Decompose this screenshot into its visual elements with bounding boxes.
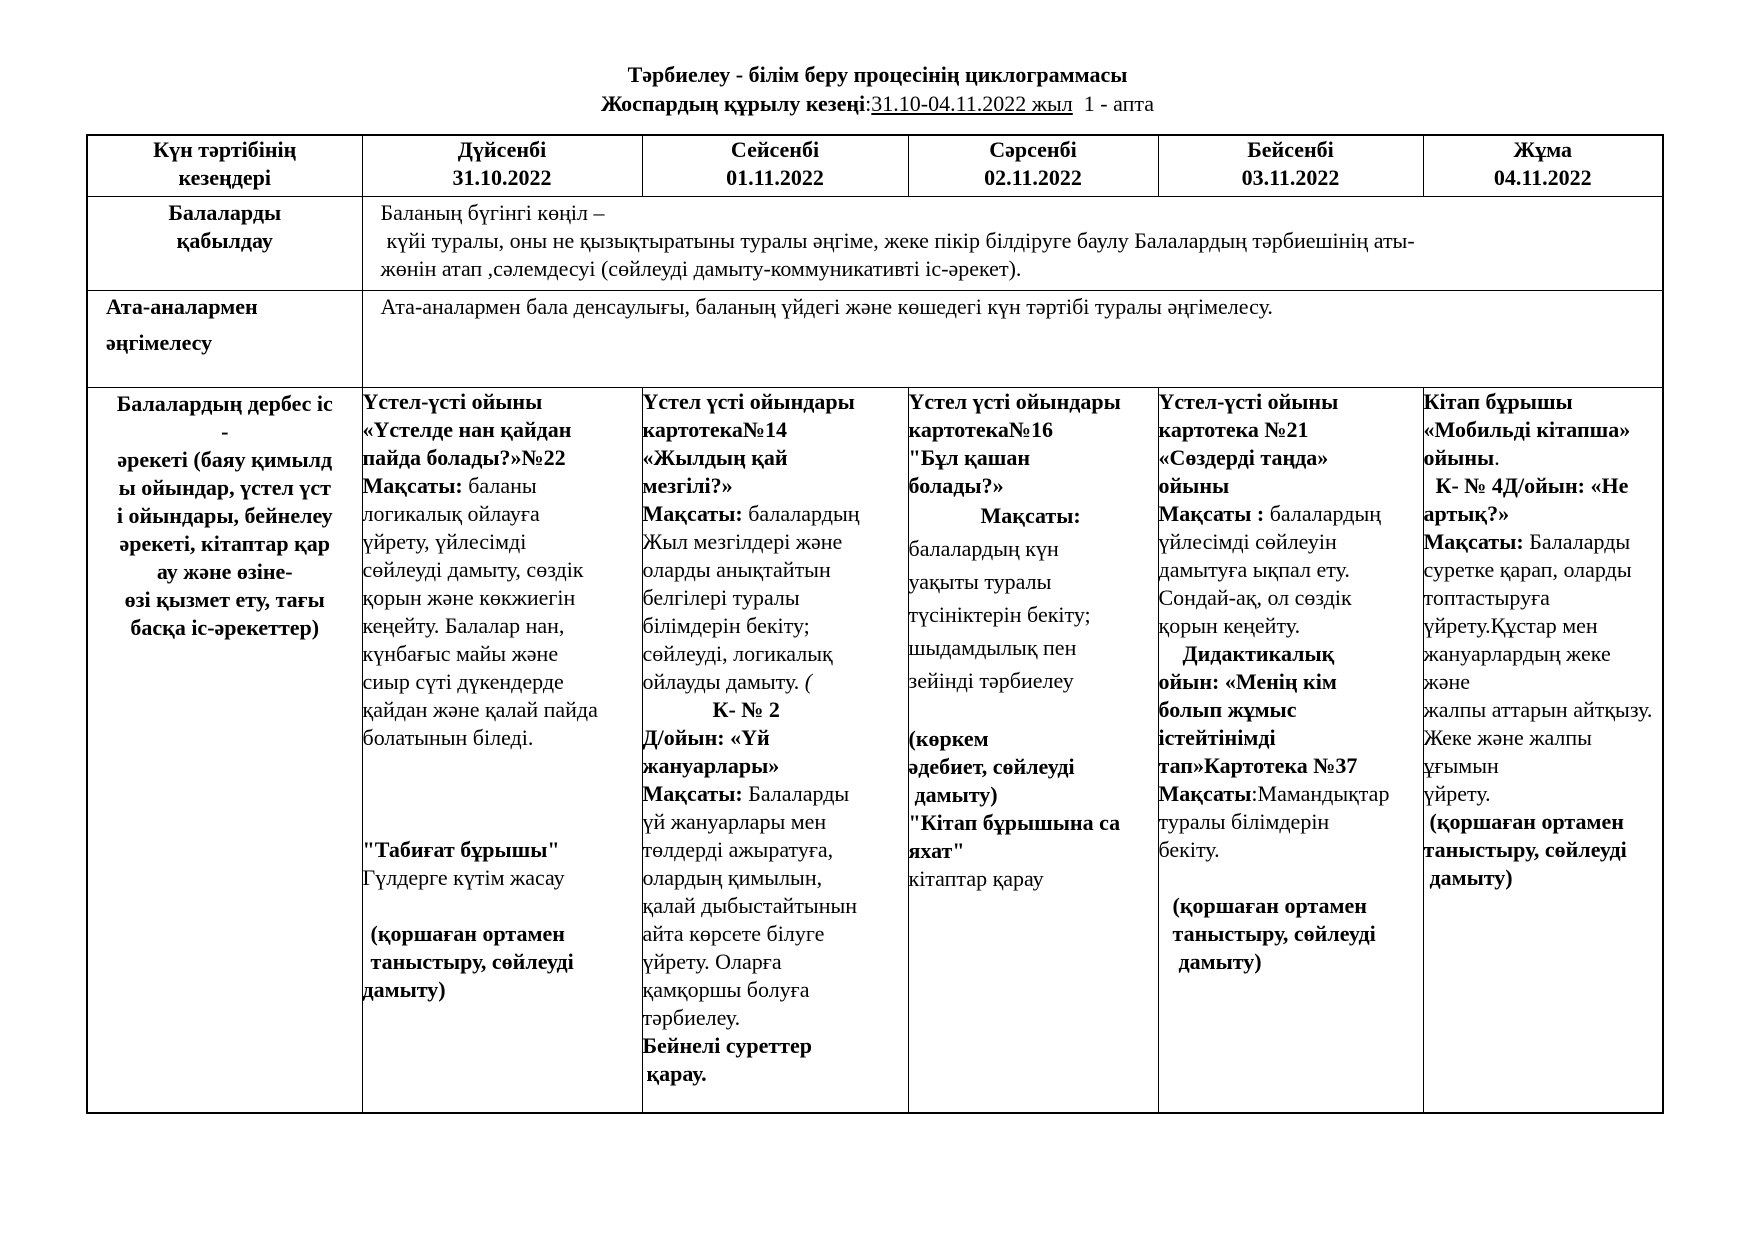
parents-row: [87, 291, 1663, 388]
friday-activities: Кітап бұрышы «Мобильді кітапша» ойыны. К- № 4Д/ойын: «Не артық?» Мақсаты: Балаларды суретке қарап, оларды топтастыруға үйрету.Құстар мен жануарлардың жеке және жалпы аттарын айтқызу. Жеке және жалпы ұғымын үйрету. (қоршаған ортамен таныстыру, сөйлеуді дамыту): [1423, 388, 1663, 1113]
column-header-friday: Жұма 04.11.2022: [1423, 135, 1663, 197]
activity-row: [87, 388, 1663, 1113]
parents-label: Ата-аналармен әңгімелесу: [87, 291, 362, 388]
reception-row: [87, 197, 1663, 291]
cyclogram-table: [86, 134, 1664, 1114]
column-header-wednesday: Сәрсенбі 02.11.2022: [908, 135, 1158, 197]
week-label: 1 - апта: [1083, 91, 1155, 116]
planning-period: Жоспардың құрылу кезеңі:31.10-04.11.2022 жыл 1 - апта: [600, 91, 1155, 116]
column-header-stages: Күн тәртібінің кезеңдері: [87, 135, 362, 197]
thursday-activities: Үстел-үсті ойыны картотека №21 «Сөздерді таңда» ойыны Мақсаты : балалардың үйлесімді сөйлеуін дамытуға ықпал ету. Сондай-ақ, ол сөздік қорын кеңейту. Дидактикалық ойын: «Менің кім болып жұмыс істейтінімді тап»Картотека №37 Мақсаты:Мамандықтар туралы білімдерін бекіту. (қоршаған ортамен таныстыру, сөйлеуді дамыту): [1158, 388, 1423, 1113]
nature-corner-title: "Табиғат бұрышы": [362, 837, 560, 862]
wednesday-activities: Үстел үсті ойындары картотека№16 "Бұл қашан болады?» Мақсаты: балалардың күн уақыты туралы түсініктерін бекіту; шыдамдылық пен зейінді тәрбиелеу (көркем әдебиет, сөйлеуді дамыту) "Кітап бұрышына са яхат" кітаптар қарау: [908, 388, 1158, 1113]
column-header-tuesday: Сейсенбі 01.11.2022: [642, 135, 908, 197]
activity-label: Балалардың дербес іс - әрекеті (баяу қимылд ы ойындар, үстел үст і ойындары, бейнелеу әрекеті, кітаптар қар ау және өзіне- өзі қызмет ету, тағы басқа іс-әрекеттер): [87, 388, 362, 1113]
document-title: Тәрбиелеу - білім беру процесінің циклограммасы: [627, 62, 1128, 87]
monday-activities: Үстел-үсті ойыны «Үстелде нан қайдан пайда болады?»№22 Мақсаты: баланы логикалық ойлауға үйрету, үйлесімді сөйлеуді дамыту, сөздік қорын және көкжиегін кеңейту. Балалар нан, күнбағыс майы және сиыр сүті дүкендерде қайдан және қалай пайда болатынын біледі. "Табиғат бұрышы" Гүлдерге күтім жасау (қоршаған ортамен таныстыру, сөйлеуді дамыту): [362, 388, 642, 1113]
parents-text: Ата-аналармен бала денсаулығы, баланың үйдегі және көшедегі күн тәртібі туралы әңгімелесу.: [362, 291, 1663, 388]
period-dates: 31.10-04.11.2022 жыл: [871, 91, 1073, 116]
tuesday-activities: Үстел үсті ойындары картотека№14 «Жылдың қай мезгілі?» Мақсаты: балалардың Жыл мезгілдері және оларды анықтайтын белгілері туралы білімдерін бекіту; сөйлеуді, логикалық ойлауды дамыту. ( К- № 2 Д/ойын: «Үй жануарлары» Мақсаты: Балаларды үй жануарлары мен төлдерді ажыратуға, олардың қимылын, қалай дыбыстайтынын айта көрсете білуге үйрету. Оларға қамқоршы болуға тәрбиелеу. Бейнелі суреттер қарау.: [642, 388, 908, 1113]
header-row: [87, 135, 1663, 197]
column-header-thursday: Бейсенбі 03.11.2022: [1158, 135, 1423, 197]
reception-text: Баланың бүгінгі көңіл – күйі туралы, оны не қызықтыратыны туралы әңгіме, жеке пікір білдіруге баулу Балалардың тәрбиешінің аты- жөнін атап ,сәлемдесуі (сөйлеуді дамыту-коммуникативті іс-әрекет).: [362, 197, 1663, 291]
reception-label: Балаларды қабылдау: [87, 197, 362, 291]
column-header-monday: Дүйсенбі 31.10.2022: [362, 135, 642, 197]
period-label: Жоспардың құрылу кезеңі: [600, 91, 866, 116]
